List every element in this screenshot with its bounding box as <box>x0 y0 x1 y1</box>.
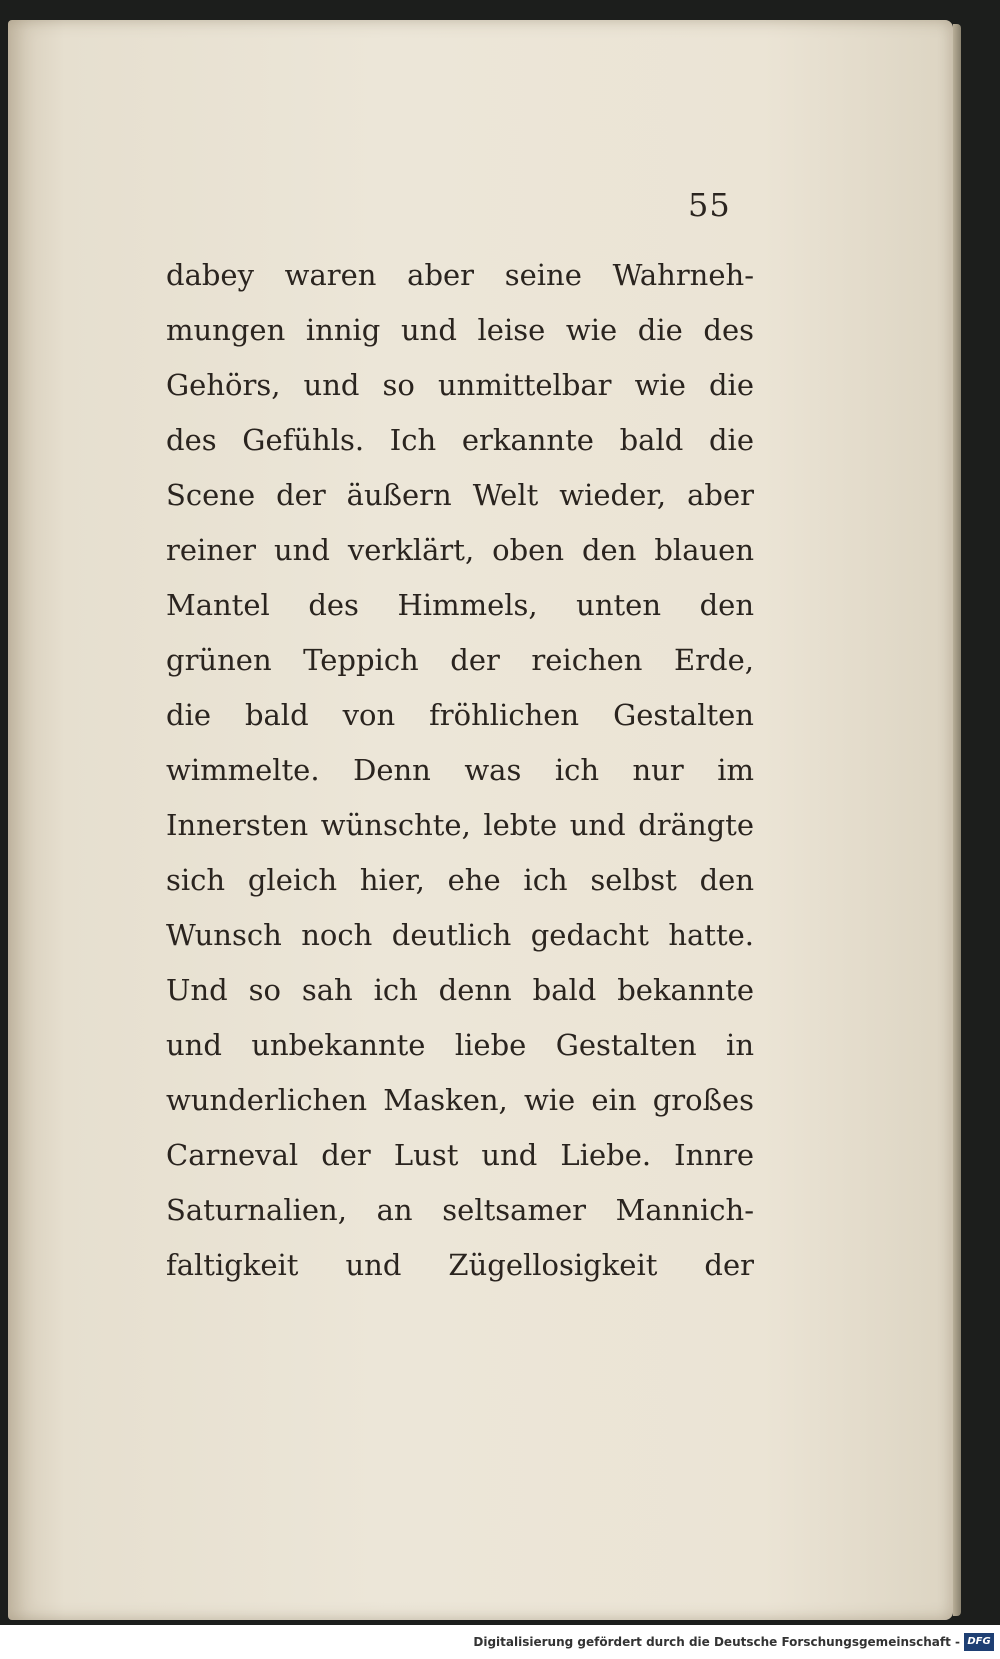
text-line: Carneval der Lust und Liebe. Innre <box>166 1138 754 1172</box>
text-line: die bald von fröhlichen Gestalten <box>166 698 754 732</box>
text-line: reiner und verklärt, oben den blauen <box>166 533 754 567</box>
text-line: des Gefühls. Ich erkannte bald die <box>166 423 754 457</box>
page-number: 55 <box>688 186 731 224</box>
text-line: Innersten wünschte, lebte und drängte <box>166 808 754 842</box>
text-line: wimmelte. Denn was ich nur im <box>166 753 754 787</box>
text-line: wunderlichen Masken, wie ein großes <box>166 1083 754 1117</box>
page-edge <box>953 24 961 1616</box>
text-line: faltigkeit und Zügellosigkeit der <box>166 1248 754 1282</box>
text-line: dabey waren aber seine Wahrneh- <box>166 258 754 292</box>
text-line: sich gleich hier, ehe ich selbst den <box>166 863 754 897</box>
text-line: Scene der äußern Welt wieder, aber <box>166 478 754 512</box>
digitization-footer <box>0 1627 1000 1659</box>
text-line: Gehörs, und so unmittelbar wie die <box>166 368 754 402</box>
text-line: grünen Teppich der reichen Erde, <box>166 643 754 677</box>
text-line: Mantel des Himmels, unten den <box>166 588 754 622</box>
funding-credit: Digitalisierung gefördert durch die Deutsche Forschungsgemeinschaft - <box>473 1635 960 1649</box>
dfg-logo-icon: DFG <box>964 1633 994 1651</box>
body-text <box>166 248 754 1293</box>
text-line: mungen innig und leise wie die des <box>166 313 754 347</box>
text-line: Und so sah ich denn bald bekannte <box>166 973 754 1007</box>
text-line: Saturnalien, an seltsamer Mannich- <box>166 1193 754 1227</box>
book-page <box>8 20 953 1620</box>
text-line: Wunsch noch deutlich gedacht hatte. <box>166 918 754 952</box>
text-line: und unbekannte liebe Gestalten in <box>166 1028 754 1062</box>
